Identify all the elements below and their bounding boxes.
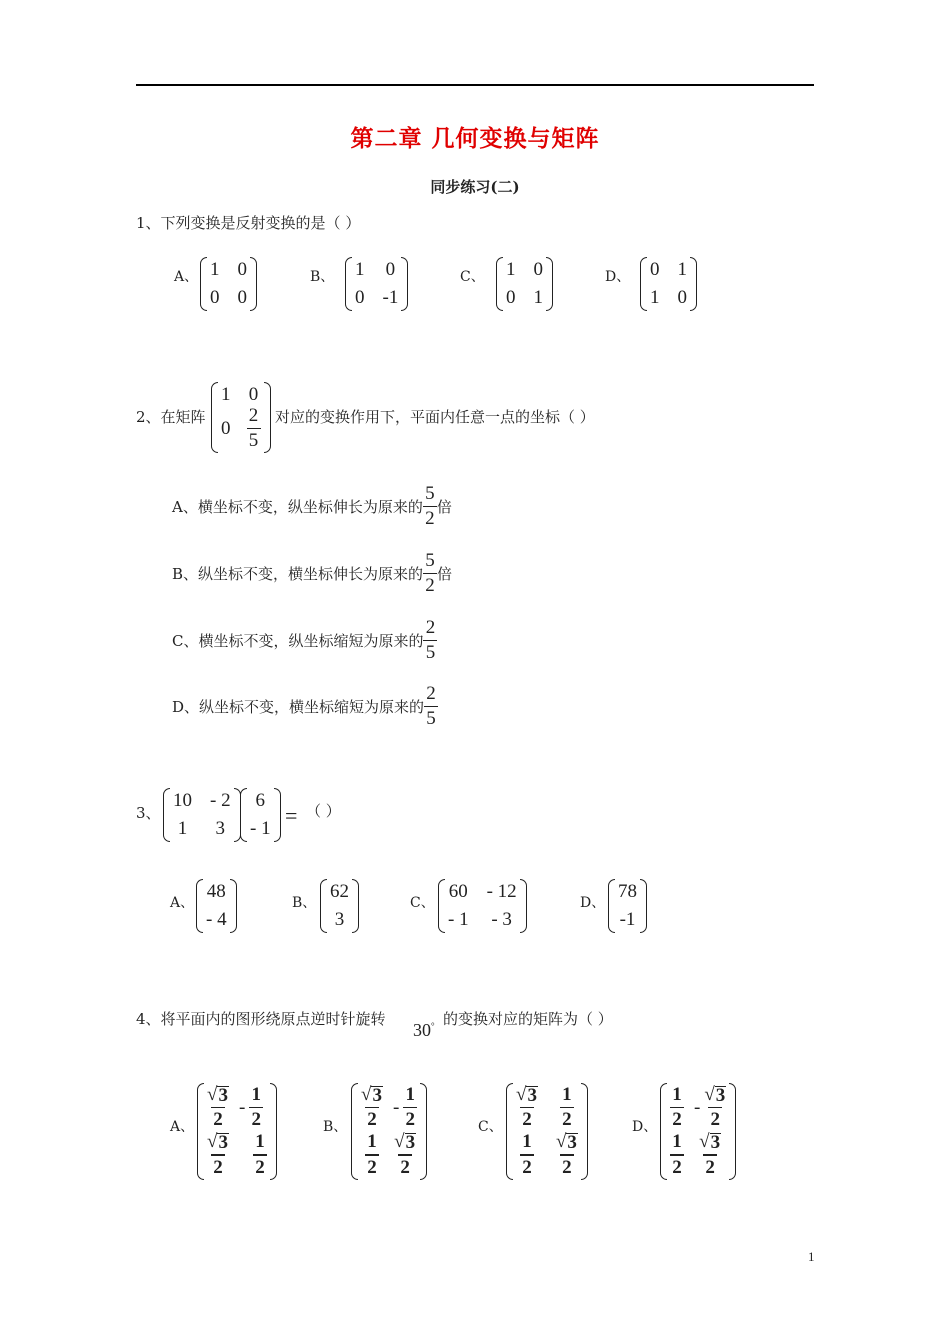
q3-option-d-label: D、 [580,895,606,911]
q3-matrix-left [163,788,241,842]
option-text: D、纵坐标不变，横坐标缩短为原来的 [172,698,425,717]
fraction-denominator: 2 [251,1109,262,1131]
header-rule [136,84,814,86]
sqrt-radicand: 3 [218,1085,228,1106]
matrix-cell: 0 [210,287,220,308]
fraction-numerator: 5 [425,483,435,504]
fraction-bar [670,1154,684,1155]
fraction-bar [398,1154,412,1155]
fraction [394,1132,416,1177]
matrix-cell: 0 [248,384,259,405]
option-fraction [423,484,437,529]
option-text: A、横坐标不变，纵坐标伸长为原来的 [172,498,423,517]
fraction-bar [211,1107,225,1108]
fraction-denominator: 2 [672,1109,682,1131]
fraction-bar [247,428,261,429]
page-number: 1 [808,1249,815,1264]
matrix-cell: 1 [210,259,220,280]
page-title: 第二章 几何变换与矩阵 [350,125,600,152]
q1-option-a-label: A、 [174,269,199,285]
fraction-denominator: 2 [213,1109,223,1131]
fraction-denominator: 2 [400,1156,410,1178]
fraction-bar [423,640,437,641]
q1-option-d-matrix [640,257,697,311]
sqrt-radicand: 3 [710,1132,721,1154]
matrix-cell: 0 [650,259,660,280]
q2-option-a [172,484,452,529]
fraction-bar [708,1107,722,1108]
fraction-denominator: 2 [522,1109,532,1131]
fraction [516,1085,538,1130]
fraction-denominator: 2 [710,1109,721,1131]
fraction-denominator: 2 [522,1156,532,1178]
fraction-denominator: 2 [367,1109,377,1131]
q3-option-c-label: C、 [410,895,435,911]
page-subtitle: 同步练习(二) [430,178,520,196]
fraction-bar [211,1154,225,1155]
sqrt: √ 3 [516,1084,537,1106]
matrix-cell: 62 [330,881,349,902]
q4-option-d-label: D、 [632,1119,658,1135]
fraction-bar [403,1107,417,1108]
fraction-numerator: 1 [367,1131,377,1153]
q3-option-a-label: A、 [170,895,195,911]
fraction-numerator: 1 [562,1084,572,1105]
fraction-numerator: 5 [425,550,435,571]
matrix-fraction [247,406,261,451]
matrix-cell: 0 [237,287,247,308]
matrix-cell: 1 [533,287,543,308]
fraction-numerator: 1 [522,1131,532,1153]
fraction [207,1132,229,1177]
fraction-denominator: 2 [705,1156,715,1178]
matrix-cell: 0 [237,259,247,280]
minus-sign: - [238,1096,246,1118]
q1-option-d-label: D、 [605,269,631,285]
sqrt: √ 3 [207,1131,228,1154]
equals-sign: = [285,803,298,828]
option-text: B、纵坐标不变，横坐标伸长为原来的 [172,565,424,584]
fraction-bar [249,1107,263,1108]
option-tail: 倍 [437,565,453,584]
q4-option-c-matrix [506,1083,588,1180]
fraction-bar [423,506,437,507]
option-text: C、横坐标不变，纵坐标缩短为原来的 [172,632,424,651]
matrix-cell: 6 [255,790,266,811]
q3-option-b-label: B、 [292,895,317,911]
fraction-bar [253,1154,267,1155]
sqrt-radicand: 3 [405,1132,416,1154]
question-1-text: 1、下列变换是反射变换的是（ ） [136,214,361,232]
fraction-bar [423,573,437,574]
fraction [207,1085,229,1130]
matrix-cell: -1 [619,909,636,930]
matrix-cell: 3 [215,818,226,839]
fraction [699,1132,721,1177]
q4-option-a-label: A、 [170,1119,195,1135]
sqrt: √ 3 [207,1084,228,1106]
fraction-bar [365,1107,379,1108]
fraction-numerator: 2 [425,617,436,638]
q3-option-a-matrix [196,879,237,933]
matrix-cell: 0 [533,259,543,280]
fraction-bar [560,1154,574,1155]
question-2-prefix: 2、在矩阵 [136,408,206,426]
minus-sign: - [694,1096,701,1118]
fraction [403,1085,417,1130]
q3-matrix-right [240,788,281,842]
fraction [249,1085,263,1130]
fraction [253,1132,267,1177]
matrix-cell: 1 [355,259,365,280]
q3-option-b-matrix [320,879,359,933]
fraction-bar [520,1107,534,1108]
matrix-cell: 48 [206,881,226,902]
q4-option-b-label: B、 [323,1119,348,1135]
matrix-cell: 3 [334,909,345,930]
matrix-cell: -1 [382,287,399,308]
fraction-denominator: 5 [426,708,436,730]
fraction-denominator: 2 [425,575,435,597]
matrix-cell: 1 [221,384,231,405]
matrix-cell: - 1 [250,818,271,839]
matrix-cell: 0 [677,287,687,308]
q4-option-c-label: C、 [478,1119,503,1135]
fraction-bar [365,1154,379,1155]
neg-fraction [239,1085,267,1130]
q3-blank: （ ） [306,802,341,820]
option-fraction [423,551,437,596]
matrix-cell: 0 [385,259,396,280]
fraction-numerator: 1 [405,1084,416,1105]
fraction-numerator: 1 [255,1131,265,1153]
fraction-bar [424,706,438,707]
question-4-prefix: 4、将平面内的图形绕原点逆时针旋转 [136,1010,386,1028]
fraction [704,1085,726,1130]
matrix-cell: 1 [177,818,188,839]
fraction-bar [703,1154,717,1155]
sqrt-radicand: 3 [372,1085,382,1106]
sqrt-radicand: 3 [218,1132,228,1154]
fraction [556,1132,578,1177]
fraction-denominator: 2 [562,1156,572,1178]
question-4-suffix: 的变换对应的矩阵为（ ） [443,1010,613,1028]
matrix-cell: 1 [650,287,660,308]
sqrt-radicand: 3 [715,1085,726,1106]
fraction [365,1132,379,1177]
fraction [670,1085,684,1130]
q2-option-d [172,684,438,729]
neg-fraction [694,1085,726,1130]
degree-sign: ° [431,1021,435,1031]
matrix-cell: - 12 [486,881,517,902]
matrix-cell: 78 [618,881,637,902]
fraction-denominator: 2 [213,1156,223,1178]
fraction [520,1132,534,1177]
neg-fraction [393,1085,417,1130]
q1-option-c-matrix [496,257,553,311]
fraction-numerator: 1 [672,1131,682,1153]
sqrt: √ 3 [361,1084,382,1106]
q4-option-d-matrix [660,1083,736,1180]
matrix-cell: - 4 [206,909,227,930]
rotation-angle [413,1020,435,1041]
matrix-cell: 10 [173,790,192,811]
q3-option-c-matrix [438,879,527,933]
q1-option-b-label: B、 [310,269,335,285]
q1-option-c-label: C、 [460,269,485,285]
sqrt-radicand: 3 [567,1132,577,1154]
matrix-cell: 0 [355,287,365,308]
q4-option-b-matrix [351,1083,427,1180]
sqrt: √ 3 [704,1084,726,1106]
question-2-suffix: 对应的变换作用下，平面内任意一点的坐标（ ） [275,408,595,426]
matrix-cell: - 3 [491,909,512,930]
fraction-bar [670,1107,684,1108]
matrix-cell: 0 [506,287,516,308]
angle-value: 30 [413,1020,431,1040]
minus-sign: - [392,1096,400,1118]
fraction-denominator: 2 [672,1156,682,1178]
q2-option-c [172,618,437,663]
q3-option-d-matrix [608,879,647,933]
fraction [361,1085,383,1130]
fraction-denominator: 5 [425,642,436,664]
q2-matrix [211,382,271,453]
fraction [670,1132,684,1177]
fraction-denominator: 2 [367,1156,377,1178]
fraction-denominator: 2 [255,1156,265,1178]
question-3-prefix: 3、 [136,804,161,822]
fraction-denominator: 2 [405,1109,416,1131]
fraction-bar [560,1107,574,1108]
fraction-numerator: 2 [426,683,436,704]
sqrt: √ 3 [699,1131,721,1154]
sqrt: √ 3 [555,1131,577,1154]
matrix-cell: 1 [677,259,687,280]
matrix-cell: 60 [448,881,468,902]
matrix-cell: - 1 [448,909,469,930]
fraction-numerator: 1 [251,1084,262,1105]
option-fraction [424,684,438,729]
fraction-denominator: 5 [248,430,259,452]
fraction-numerator: 1 [672,1084,682,1105]
q2-option-b [172,551,452,596]
fraction-denominator: 2 [425,508,435,530]
matrix-cell: 0 [221,417,231,439]
q1-option-a-matrix [200,257,257,311]
q4-option-a-matrix [197,1083,277,1180]
fraction [560,1085,574,1130]
fraction-denominator: 2 [562,1109,572,1131]
sqrt: √ 3 [394,1131,416,1154]
option-tail: 倍 [436,498,452,517]
matrix-cell: 1 [506,259,516,280]
q1-option-b-matrix [345,257,408,311]
fraction-numerator: 2 [248,405,259,426]
fraction-bar [520,1154,534,1155]
option-fraction [423,618,437,663]
sqrt-radicand: 3 [527,1085,537,1106]
matrix-cell: - 2 [210,790,231,811]
